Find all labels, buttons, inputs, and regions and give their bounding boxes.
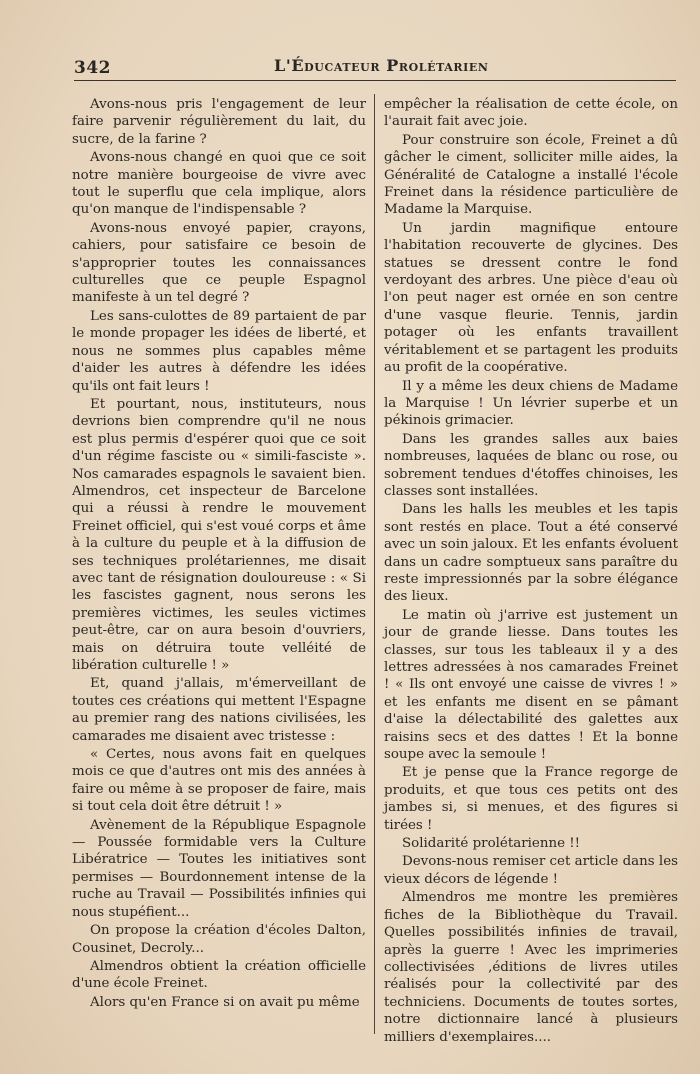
paragraph: Avènement de la République Espagnole — Poussée formidable vers la Culture Libératrice — Toutes les initiatives sont permises — Bourdonnement intense de la ruche au Travail — Possibilités infinies qui nous stupéfient... xyxy=(72,817,366,920)
paragraph: Un jardin magnifique entoure l'habitation recouverte de glycines. Des statues se dressent contre le fond verdoyant des arbres. Une pièce d'eau où l'on peut nager est ornée en son centre d'une vasque fleurie. Tennis, jardin potager où les enfants travaillent véritablement et se partagent les produits au profit de la coopérative. xyxy=(384,220,678,376)
left-column xyxy=(72,96,366,1011)
paragraph: Almendros me montre les premières fiches de la Bibliothèque du Travail. Quelles possibilités infinies de travail, après la guerre ! Avec les imprimeries collectivisées ,éditions de livres utiles réalisés pour la collectivité par des techniciens. Documents de toutes sortes, notre dictionnaire lancé à plusieurs milliers d'exemplaires.... xyxy=(384,890,678,1045)
paragraph: « Certes, nous avons fait en quelques mois ce que d'autres ont mis des années à faire ou même à se proposer de faire, mais si tout cela doit être détruit ! » xyxy=(72,747,366,815)
paragraph: Pour construire son école, Freinet a dû gâcher le ciment, solliciter mille aides, la Généralité de Catalogne a installé l'école Freinet dans la résidence particulière de Madame la Marquise. xyxy=(384,132,678,218)
paragraph: Almendros obtient la création officielle d'une école Freinet. xyxy=(72,958,366,992)
paragraph: Il y a même les deux chiens de Madame la Marquise ! Un lévrier superbe et un pékinois grimacier. xyxy=(384,378,678,429)
header-rule xyxy=(74,80,676,81)
paragraph: Et, quand j'allais, m'émerveillant de toutes ces créations qui mettent l'Espagne au premier rang des nations civilisées, les camarades me disaient avec tristesse : xyxy=(72,676,366,744)
paragraph: Le matin où j'arrive est justement un jour de grande liesse. Dans toutes les classes, sur tous les tableaux il y a des lettres adressées à nos camarades Freinet ! « Ils ont envoyé une caisse de vivres ! » et les enfants me disent en se pâmant d'aise la délectabilité des galettes aux raisins secs et des dattes ! Et la bonne soupe avec la semoule ! xyxy=(384,607,678,763)
paragraph: Dans les grandes salles aux baies nombreuses, laquées de blanc ou rose, ou sobrement tendues d'étoffes chinoises, les classes sont installées. xyxy=(384,431,678,499)
paragraph: Solidarité prolétarienne !! xyxy=(402,836,581,852)
journal-title: L'Éducateur Prolétarien xyxy=(274,56,489,75)
paragraph: Et pourtant, nous, instituteurs, nous devrions bien comprendre qu'il ne nous est plus permis d'espérer quoi que ce soit d'un régime fasciste ou « simili-fasciste ». Nos camarades espagnols le savaient bien. Almendros, cet inspecteur de Barcelone qui a réussi à rendre le mouvement Freinet officiel, qui s'est voué corps et âme à la culture du peuple et à la diffusion de ses techniques prolétariennes, me disait avec tant de résignation douloureuse : « Si les fascistes gagnent, nous serons les premières victimes, les seules victimes peut-être, car on aura besoin d'ouvriers, mais on détruira toute velléité de libération culturelle ! » xyxy=(72,396,366,673)
paragraph: Les sans-culottes de 89 partaient de par le monde propager les idées de liberté, et nous ne sommes plus capables même d'aider les autres à défendre les idées qu'ils ont fait leurs ! xyxy=(72,308,366,394)
page-header xyxy=(74,52,676,82)
paragraph: Et je pense que la France regorge de produits, et que tous ces petits ont des jambes si, si menues, et des figures si tirées ! xyxy=(384,765,678,833)
paragraph: Avons-nous pris l'engagement de leur faire parvenir régulièrement du lait, du sucre, de la farine ? xyxy=(72,97,366,147)
page-number: 342 xyxy=(74,58,111,78)
paragraph: Dans les halls les meubles et les tapis sont restés en place. Tout a été conservé avec un soin jaloux. Et les enfants évoluent dans un cadre somptueux sans paraître du reste impressionnés par la sobre élégance des lieux. xyxy=(384,502,678,605)
paragraph: On propose la création d'écoles Dalton, Cousinet, Decroly... xyxy=(72,923,366,956)
paragraph: Avons-nous changé en quoi que ce soit notre manière bourgeoise de vivre avec tout le superflu que cela implique, alors qu'on manque de l'indispensable ? xyxy=(72,150,366,218)
paragraph: Devons-nous remiser cet article dans les vieux décors de légende ! xyxy=(384,854,678,887)
column-divider xyxy=(374,94,375,1034)
paragraph: Alors qu'en France si on avait pu même xyxy=(90,994,360,1010)
paragraph: Avons-nous envoyé papier, crayons, cahiers, pour satisfaire ce besoin de s'approprier toutes les connaissances culturelles que ce peuple Espagnol manifeste à un tel degré ? xyxy=(72,220,366,306)
right-column xyxy=(384,96,678,1046)
paragraph: empêcher la réalisation de cette école, on l'aurait fait avec joie. xyxy=(384,97,678,130)
